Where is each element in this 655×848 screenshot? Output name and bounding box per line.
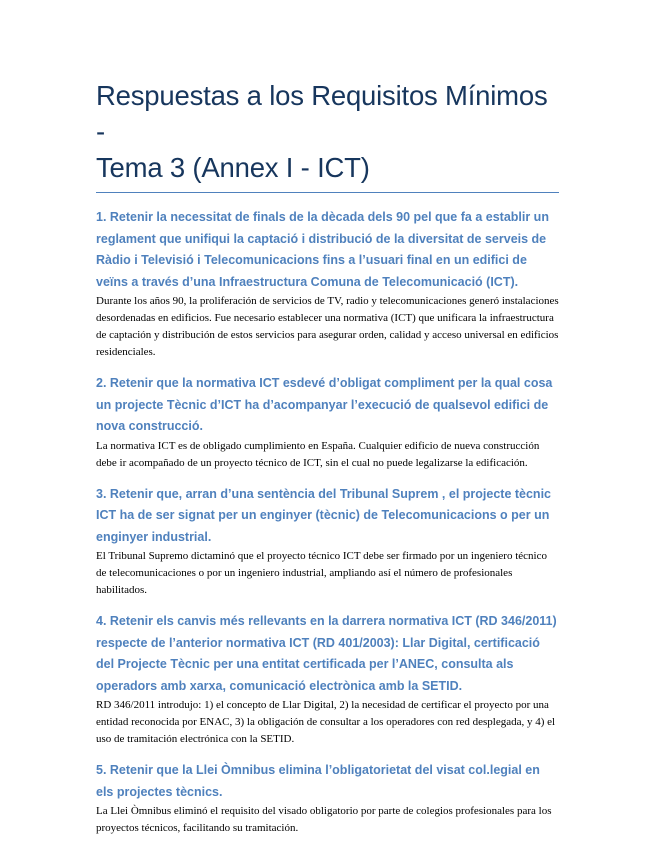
section-heading: 2. Retenir que la normativa ICT esdevé d’obligat compliment per la qual cosa un projecte Tècnic d’ICT ha d’acompanyar l’execució de qualsevol edifici de nova construcció.	[96, 376, 553, 433]
section-answer: La normativa ICT es de obligado cumplimiento en España. Cualquier edificio de nueva construcción debe ir acompañado de un proyecto técnico de ICT, sin el cual no puede legalizarse la edificación.	[96, 439, 540, 469]
title-underline	[96, 192, 559, 193]
section-heading: 5. Retenir que la Llei Òmnibus elimina l’obligatorietat del visat col.legial en els projectes tècnics.	[96, 763, 540, 799]
section-answer: La Llei Òmnibus eliminó el requisito del visado obligatorio por parte de colegios profesionales para los proyectos técnicos, facilitando su tramitación.	[96, 805, 552, 834]
section-heading: 3. Retenir que, arran d’una sentència del Tribunal Suprem , el projecte tècnic ICT ha de ser signat per un enginyer (tècnic) de Telecomunicacions o per un enginyer industrial.	[96, 486, 551, 544]
title-line-1: Respuestas a los Requisitos Mínimos -	[96, 80, 548, 147]
section-answer: El Tribunal Supremo dictaminó que el proyecto técnico ICT debe ser firmado por un ingeniero técnico de telecomunicaciones o por un ingeniero industrial, ampliando así el número de profesionales habilitados.	[96, 550, 547, 596]
document-page	[96, 78, 559, 837]
section-2	[96, 373, 559, 472]
section-4	[96, 611, 559, 748]
page-title	[96, 78, 559, 186]
section-1	[96, 207, 559, 361]
section-heading: 4. Retenir els canvis més rellevants en la darrera normativa ICT (RD 346/2011) respecte de l’anterior normativa ICT (RD 401/2003): Llar Digital, certificació del Projecte Tècnic per una entitat certificada per l’ANEC, consulta als operadors amb xarxa, comunicació electrònica amb la SETID.	[96, 614, 557, 693]
section-answer: Durante los años 90, la proliferación de servicios de TV, radio y telecomunicaciones generó instalaciones desordenadas en edificios. Fue necesario establecer una normativa (ICT) que unificara la infraestructura de captación y distribución de estos servicios para asegurar orden, calidad y acceso universal en edificios residenciales.	[96, 295, 559, 358]
section-heading: 1. Retenir la necessitat de finals de la dècada dels 90 pel que fa a establir un reglament que unifiqui la captació i distribució de la diversitat de serveis de Ràdio i Televisió i Telecomunicacions fins a l’usuari final en un edifici de veïns a través d’una Infraestructura Comuna de Telecomunicació (ICT).	[96, 210, 549, 289]
section-5	[96, 760, 559, 837]
title-line-2: Tema 3 (Annex I - ICT)	[96, 152, 370, 183]
section-answer: RD 346/2011 introdujo: 1) el concepto de Llar Digital, 2) la necesidad de certificar el proyecto por una entidad reconocida por ENAC, 3) la obligación de consultar a los operadores con red desplegada, y 4) el uso de tramitación electrónica con la SETID.	[96, 699, 556, 745]
section-3	[96, 484, 559, 600]
